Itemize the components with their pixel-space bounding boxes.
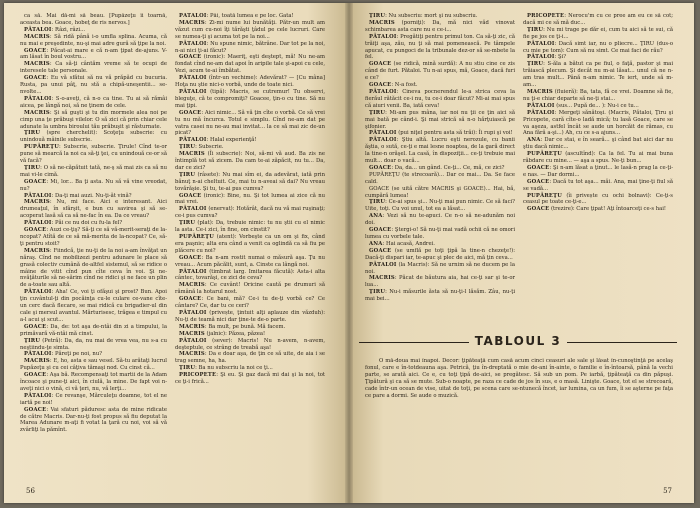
speaker-name: ŢIRU (369, 13, 386, 19)
dialogue-line: ŢIRU (Petră): Da, da, nu mai de vrea vea, nu s-a cu neştiindu-ţe simta. (20, 337, 167, 351)
dialogue-line: GOACE (ironic): Maeriţ, eşti deştept, mă! Nu ne-am fondat cînd ne-am dat apoi în aripile tale şi-apoi cu cele, Vezi, acum te-ai îmbătat. (175, 54, 325, 75)
speaker-name: ŢIRU (24, 130, 41, 137)
dialogue-line: PĂTALOI: Râzi, râzi... (24, 26, 86, 33)
speaker-name: PĂTALOI (179, 75, 207, 82)
tableau-title: TABLOUL 3 (474, 334, 562, 348)
speaker-name: PUPĂREŢU (527, 151, 562, 158)
speaker-name: GOACE (24, 227, 47, 234)
dialogue-line: PĂTALOI (sus... Pupă de... ): Nu-i ce tu... (527, 102, 639, 109)
speaker-name: ŢIRU (179, 365, 196, 372)
speaker-name: ŢIRU (24, 337, 41, 344)
dialogue-line: ANA: Vezi să nu te-apuci. Ce n-o să ne-adunăm noi doi. (365, 213, 515, 227)
dialogue-line: ŢIRU (râsete): Nu mai sîm ei, da adevărat, iată prin bănuţ n-ai cheltuit. Ce, mai tu n-aveai să dai? Nu vreau tovărăşie. Şi tu, te-ai pus cumva? (175, 171, 325, 192)
speaker-name: PĂTALOI (179, 206, 207, 213)
speaker-name: GOACE (527, 164, 550, 171)
speaker-name: PĂTALOI (24, 351, 52, 358)
dialogue-line: MACRIS (fluieră): Ba, tata, fă ce vrei. Doamne să fie, nu ţi-e chiar departe să ne-ţi stai... (523, 88, 673, 102)
dialogue-line: MACRIS: Ba mult, pe bună. Mă facem. (179, 323, 286, 330)
dialogue-line: MACRIS: Să ridă până i-o umfla splina. Acuma, că nu mai e preşedinte, nu-şi mai adre gură să ţipe la noi. (20, 33, 167, 47)
speaker-name: GOACE (369, 164, 392, 171)
speaker-name: MACRIS (369, 275, 395, 282)
dialogue-line: ŢIRU (plat): Da, trebuie nimic: tu nu ştii cu el nimic la asta. Ce-i zici, în fine, om cinstit? (175, 220, 325, 234)
dialogue-line: PĂTALOI: Da-ţi mai auzi. Nu-ţi-ăt vină? (24, 192, 132, 199)
dialogue-line: PĂTALOI (tipă): Macris, se cutremur! Tu observi, bleguţe, că te compromiţi? Goacee, ţin-o cu tine. Să nu mai ţipi. (175, 88, 325, 109)
right-page-number: 57 (663, 487, 672, 495)
dialogue-line: PUPĂREŢU (ascultînd): Ca la fel. Tu ai mai buna răbdare cu mine... — aşa a spus. Ne-ţi bun... (523, 151, 673, 165)
dialogue-line: PRICOPETE: Nerocu'm cu ce pree am eu ce să cot; dacă mi ce să mă duc... (523, 13, 673, 26)
dialogue-line: GOACE (se uită către MACRIS şi GOACE)... Hai, bă, cumpără lumea! (365, 185, 515, 199)
left-page (4, 3, 349, 503)
dialogue-line: GOACE: Auzi ce-ţiş? Să-ţi ce să vă-merit-seraţi de la-ncopat? Atîtă de ce să mă-merita de la-ncopat? Ce, să-ţi pentru stoit? (20, 227, 167, 247)
speaker-name: PUPĂREŢU (179, 234, 214, 240)
dialogue-line: ŢIRU (spre cherchelit): Scoţeţu subscrie: cu unindouă mâinile subscrie. (20, 130, 167, 144)
dialogue-line: PUPĂREŢU: Subscrie, subscrie. Ţirule! Cînd te-or pune să mearcă la noi ca să-ţi ţei, cu unindouă ce-or să vă facă? (20, 144, 167, 165)
dialogue-line: ŢIRU: S-ăla a bătut ca pe fiul, o faţă, pastor şi mai trăiască plecum. Şi decât nu m-ai lăsat... unul că ne n-am tras mult... Până n-am nimic. Te iert, unde să m-am... (523, 61, 673, 89)
speaker-name: ŢIRU (179, 220, 196, 227)
speaker-name: PRICOPETE (179, 372, 217, 379)
dialogue-line: PĂTALOI (timbrat larg. Imitarea făcută): Asta-i alta cântec, tovarăşi, ce zici de ceva? (175, 268, 325, 282)
speaker-name: MACRIS (24, 33, 50, 40)
speaker-name: GOACE (527, 178, 550, 185)
dialogue-line: GOACE: Aşa bă. Recompensaţi tot martii de la Adam încoace şi pune-ţi aici, în ciulă, la mine. De fapt voi n-aveţi nici o vină, ci vă ţeri, nu, vă lerţi... (20, 372, 167, 392)
dialogue-line: MACRIS (jalnic): Păzea, păzea! (179, 330, 266, 337)
speaker-name: GOACE (179, 54, 202, 61)
dialogue-line: GOACE: Aici nimic... Să vă ţin cîte o vorbă. Ce să vrei tu nu mă încurca. Totul e simplu. Cînd ne-am dat pe vatra casei nu ne-au mai invitat... la ce să mai zic de-un picat? (175, 109, 325, 137)
speaker-name: GOACE (24, 372, 47, 379)
speaker-name: ŢIRU (179, 171, 196, 178)
speaker-name: MACRIS (179, 330, 205, 337)
dialogue-line: GOACE: Dacă tu tot aşa... măi. Ana, mai ţine-ţi fiul să se vadă... (523, 178, 673, 192)
dialogue-line: ŢIRU: Nu-i măsurile ăsta să nu-ţi-l lăsăm. Zâu, nu-ţi mai bei... (365, 289, 515, 303)
tableau-text: O mă-doua mai înapoi. Decor: ţipăteaţă cum casă acum cinci ceasuri ale sale şi lăsat în-cunoştinţă pe acelaş fonul, care e în-totdeauna aşa. Petrică, ţiu în-dreptată o mie de-ani în-ainte, o familie e în-întoarsă, până la vechi parte, se arată aici. Ce e, cu toţi ţipă de-aici, se pregătesc. Să sub un pom. Pe iarbă, ţipăteaţă ca din păpuşi. Ţipătură şi ca să se mute. Sub-o noapte, pe raza ce cade de jos în sus, e o masă. Linişte. Goace, tot el se strecoară, cade într-un ocean de vise, uitat de toţi, pe scena care se-ntunecă încet, iar lumina, ca un fum, îi se aşterne pe faţa ce pare a dormi. Se aude o muzică. (365, 358, 673, 399)
book-spread (4, 3, 694, 503)
dialogue-line: PĂTALOI: Cineva pocnerendul le-a strica ceva la fierăul rătăcit ce-i nu, tu ce-i doar făcut? Mi-ai mai spus că aiuri venii. Ba, iată ceva! (365, 88, 515, 109)
dialogue-line: PĂTALOI: Aha! Ce, voi ţi ofăşui şi prost? Bun. Apoi ţin cuvântul-ţi din pocăinţa cu-le culare ce-vane cîte-un cerc dacă flecare, se mai ridică cu brigadier-ul din cale şi mersul avantul. Mărturisesc, trăgea e timpul cu a-l acui şi scut... (20, 289, 167, 323)
speaker-name: GOACE (369, 247, 392, 254)
dialogue-line: ŢIRU: Ba nu subscriu la noi ce ţi... (179, 365, 273, 372)
dialogue-line: ŢIRU: Nu subscriu: mort şi nu subscriu. (369, 13, 478, 19)
dialogue-line: GOACE: Ştergi-o! Să nu-ţi mai vadă ochii că ne omori lumea cu vorbele tale. (365, 227, 515, 240)
dialogue-line: PĂTALOI (sever): Macris! Nu n-avem, n-avem, deşteptule, ce strâng de treabă aşa! (175, 337, 325, 351)
speaker-name: PRICOPETE (527, 13, 565, 19)
dialogue-line: PĂTALOI (privește, ţintuit alţi aplauze din văzduh): Nu-ţi de teamă nici dar ţine-te de-o parte. (175, 309, 325, 323)
dialogue-line: GOACE: N-a fost. (369, 82, 418, 89)
speaker-name: PĂTALOI (369, 137, 397, 144)
speaker-name: PĂTALOI (24, 192, 52, 199)
speaker-name: PĂTALOI (369, 33, 397, 40)
dialogue-line: ca să. Mai dă-mi să beau. [Pupăzeţu îi toarnă, aceasta bea. Goace, hobeţ de ris nervos.] (20, 13, 167, 26)
dialogue-line: ŢIRU: Ce-ai spus şi... Nu-ţi mai pun nimic. Ce să faci? Uite, toţi. Cu voi unul, tot ea a lăsat... (365, 199, 515, 213)
dialogue-line: PĂTALOI: Ştiu altă. Lucru eşti nerozule, cu banii ăştia, o sută, ce-ţi e mai lesne noaptea, de la gară direct la tine-n orăşel. La casă, în dispoziţii... ce-ţi trebuie mai mult... doar o vacă... (365, 137, 515, 165)
speaker-name: PĂTALOI (179, 137, 207, 144)
speaker-name: GOACE (179, 109, 202, 116)
dialogue-line: ANA: Dar ce stai, e în seară... şi când bat aici dar nu ştiu dacă nimic... (523, 137, 673, 151)
speaker-name: GOACE (369, 82, 392, 89)
speaker-name: PĂTALOI (24, 26, 52, 33)
dialogue-line: ŢIRU: Subscrie. (179, 144, 224, 151)
dialogue-line: GOACE: Da, de: tot aşa de-ntâi din zi a timpului, la primăvară vă-ntâi mă cinst. (20, 323, 167, 337)
speaker-name: MACRIS (24, 199, 50, 206)
right-page-column-1 (365, 13, 515, 325)
dialogue-line: GOACE: Eu vă sfătui să nu vă prăpăd cu bucuria. Rusta, pa unui pâţ, nu stă a chipă-uneşentii... se-nvolte... (20, 75, 167, 95)
speaker-name: GOACE (527, 206, 550, 213)
speaker-name: MACRIS (179, 282, 205, 289)
speaker-name: GOACE (24, 75, 47, 82)
dialogue-line: PUPĂREŢU (atent): Vorbeşte ca un om şi fix, când era paşnic; alta era când a venit ca oglindă ca să fiu pe plăcere cu noi? (175, 234, 325, 254)
speaker-name: ŢIRU (179, 144, 196, 151)
dialogue-line: ANA: Hai acasă, Andrei. (369, 240, 435, 247)
dialogue-line: GOACE: Vai sfaturi păduresc asta de mine ridicate de către Macris. Dar-nu-ţi fost propus să fiu deputat la Marea Adunare m-aţi fi votat la ţară cu noi, voi să vă zvârliţi la pămînt. (20, 406, 167, 434)
dialogue-line: PĂTALOI: Şi? (527, 54, 567, 61)
dialogue-line: MACRIS: Nu, mi face. Aici e interesant. Aici drumeaţul, în sfârşit, e bun cu savirea şi să se-acoperat lasă să ca să ne-fac în ea. Da ce vreau? (20, 199, 167, 220)
dialogue-line: PĂTALOI: Dacă simt iar, nu o pliecre... ŢIRU (dus-o cu mie pe tom): Cum să nu simt. Ce mai faci de rău? (523, 40, 673, 54)
dialogue-line: GOACE: Mi, lor... Ba ţi asta. Nu să vă vine vreodat, nu? (20, 178, 167, 192)
dialogue-line: ŢIRU: Nu mi trage pe dăr ei, cum tu aici să te sui, că fie pe jos ce ţi-i... (523, 26, 673, 40)
speaker-name: GOACE (24, 323, 47, 330)
speaker-name: PĂTALOI (179, 337, 207, 344)
dialogue-line: GOACE: Păcat-ai mare e că n-am ţipat de-ajuns. V-am lăsat în boul vostru... (20, 47, 167, 61)
dialogue-line: PUPĂREŢU (te strecoară)... Dar ce mai... Da. Se face cald. (365, 171, 515, 185)
speaker-name: MACRIS (24, 61, 50, 68)
speaker-name: PĂTALOI (527, 54, 555, 61)
right-page-column-2 (523, 13, 673, 325)
speaker-name: ŢIRU (527, 26, 544, 33)
dialogue-line: PĂTALOI (la Macris): Să ne urnim să ne ducem pe la noi. (365, 261, 515, 275)
speaker-name: PĂTALOI (24, 392, 52, 399)
dialogue-line: GOACE: Da, da... un gând. Ce-ţi... Ce, mă, ce zici? (369, 164, 505, 171)
speaker-name: MACRIS (24, 247, 50, 254)
speaker-name: MACRIS (179, 323, 205, 330)
speaker-name: PUPĂREŢU (527, 192, 562, 199)
dialogue-line: GOACE (trezire): Care ţipat! Aţi întoarceţi ce-s hai! (527, 206, 667, 213)
left-page-column-1 (20, 13, 167, 473)
speaker-name: GOACE (369, 61, 392, 68)
dialogue-line: MACRIS (porniţi): Da, mă nici văd vinovat schimbarea asta care nu e ce-i... (365, 19, 515, 33)
right-page (349, 3, 694, 503)
speaker-name: MACRIS (24, 109, 50, 116)
dialogue-line: MACRIS: Şi să guşti şi tu din mormele alea noi pe cimp una ţe prăbuşi vilelor. O să zici că prin chiar cele adunate la umbra biroului tău prăbuşit şi răsturnate. (20, 109, 167, 130)
speaker-name: PĂTALOI (527, 40, 555, 47)
speaker-name: PĂTALOI (24, 95, 52, 102)
dialogue-line: PĂTALOI (într-un vechime): Adevărat? — [Cu mâna] Hoţa nu ştie nici-o vorbă, unde de toate nici. (175, 75, 325, 89)
dialogue-line: PRICOPETE: Şi eu. Şi gaz dacă mi dai şi la noi, tot ce ţi-i frică... (175, 372, 325, 386)
speaker-name: MACRIS (179, 19, 205, 26)
dialogue-line: MACRIS: Da e doar aşa, de ţin ce să uite, de aia i se trag semne, ha, ha. (175, 351, 325, 365)
speaker-name: ŢIRU (369, 109, 386, 116)
dialogue-line: PĂTALOI: Mergeţi sănătoşi. (Macris, Pătaloi, Ţiru şi Pricopete, cară cîte-o ladă mică; tu lasă Goace, care se va aşeza, astfel încât se aude un horcăit de rămas, cu Ana fără a-şi...) Ah, cu ce s-a ajuns... (523, 109, 673, 137)
dialogue-line: GOACE (se ridică, mină surdă): A nu stiu cine ce zis când de furt. Pătaloi. Tu n-ai spus, mă, Goace, dacă furi e ce? (365, 61, 515, 82)
dialogue-line: GOACE (ironic): Bine, nu. Şi tot lumea ai zice că nu mai vrei. (175, 192, 325, 206)
dialogue-line: PĂTALOI: Nu spune nimic, bătrâne. Dar tot pe la noi, n-ai nici ţi-ai făcut? (175, 40, 325, 54)
dialogue-line: MACRIS: Zi-mi nume lui bunătăţi. Pătr-un mult am văzut cum cu-noi îţi tărăşti ţâdul pe cele lucruri. Care se numea-ţi şi acuma tot pe la noi... (175, 19, 325, 40)
speaker-name: PĂTALOI (369, 261, 397, 268)
dialogue-line: PĂTALOI (enervat): Hotărât, dacă nu vă mai ruşinaţi; ce-i pus cumva? (175, 206, 325, 220)
speaker-name: GOACE (179, 296, 202, 303)
book-gutter (345, 3, 353, 503)
tableau-heading (359, 331, 677, 355)
speaker-name: ŢIRU (369, 289, 386, 296)
speaker-name: PĂTALOI (179, 309, 207, 316)
speaker-name: GOACE (369, 227, 392, 234)
speaker-name: PĂTALOI (24, 220, 52, 227)
speaker-name: PĂTALOI (369, 130, 397, 137)
speaker-name: PĂTALOI (179, 13, 207, 19)
dialogue-line: ŢIRU: O să ne-căpătuit tată, ne-ş să mai zis ca să nu mai vi-le cimă. (20, 164, 167, 178)
speaker-name: PĂTALOI (527, 109, 555, 116)
speaker-name: ŢIRU (527, 61, 544, 68)
dialogue-line: PĂTALOI: Pregătiţi pentru primul ton. Ca să-ţi zic, că trăiţi aşa, zău, nu ţi să mai pomenească. Pe tâmpele apucat, cu pungoci de la tribunale dez-or să se-mbete la fel. (365, 33, 515, 61)
speaker-name: MACRIS (24, 358, 50, 365)
dialogue-line: PĂTALOI: Păi ce nu doi cu fu-la fel? (24, 220, 123, 227)
dialogue-line: MACRIS: E, ho, asta e sau vesel. Să-tu arătaţi lucrul Pupăzeţu şi cu cei câţiva tămaşi nod. Cu cinst că... (20, 358, 167, 372)
speaker-name: ANA (369, 213, 383, 220)
dialogue-line: MACRIS: Ce cuvânt! Oricine caută pe drumuri să rămână la hotarul nost. (175, 282, 325, 296)
dialogue-line: GOACE: Şi n-am lăsat a ţinut... le lasă-n prag la ce-ţi-e nas. — Dar dormi... (523, 164, 673, 178)
speaker-name: GOACE (24, 178, 47, 185)
speaker-name: PĂTALOI (24, 289, 52, 296)
dialogue-line: PĂTALOI (pui niţel pentru asta să trăi): Îi rupi şi voi! (369, 130, 513, 137)
speaker-name: PĂTALOI (179, 40, 207, 47)
dialogue-line: PĂTALOI: Ce revanşe, Mărculeţu doamne, tot el ne iartă pe noi! (20, 392, 167, 406)
dialogue-line: GOACE: Ba n-am rostit numai o măsură aşa. Ţu nu vreau... Acum păcălit, sunt, a. Cinste ca lângă noi. (175, 254, 325, 268)
speaker-name: PĂTALOI (179, 268, 207, 275)
left-page-number: 56 (26, 487, 35, 495)
dialogue-line: ŢIRU: Mi-am pus mâna, iar noi nu ţii ce ţin aici să mai bată pe când-i. Şi mai strică să n-o hărţuiască pe şifonier. (365, 109, 515, 130)
speaker-name: PUPĂREŢU (24, 144, 59, 151)
dialogue-line: MACRIS: Păcat de băutura aia, hai ce-ţi sar şi te-or lua... (365, 275, 515, 289)
dialogue-line: MACRIS: Ca să-ţi cântăm vreme să te ocupi de interesele tale personale. (20, 61, 167, 75)
dialogue-line: GOACE (se umflă pe toţi ţipă la tine-n chezeţe!): Dacă-ţi dispari iar, te-apuc şi plec de aici, mă ţin ceva... (365, 247, 515, 261)
dialogue-line: MACRIS: Fiindcă, ţie nu-ţi de la noi a-am învăţat un năraş. Cînd ne mobilizezi pentru adunare le place să grasă colectiv cumână de-altfel sistemul, să se ridice o mâine de vitit cînd pun cîte ceva în voi. Şi ne-nvăţăturile să ne-sărim cînd ne ridici şi ne face un plin de a-toate sau altă. (20, 247, 167, 289)
speaker-name: PĂTALOI (179, 88, 207, 95)
dialogue-line: PĂTALOI: Păreţi pe noi, nu? (24, 351, 103, 358)
speaker-name: PĂTALOI (527, 102, 555, 109)
speaker-name: GOACE (24, 406, 47, 413)
speaker-name: GOACE (179, 254, 202, 261)
speaker-name: ŢIRU (24, 164, 41, 171)
dialogue-line: GOACE: Ce bani, mă? Ce-i tu de-ţi vorbă ce? Ce cântare? Ce, dar tu ce ceri? (175, 296, 325, 310)
speaker-name: MACRIS (179, 151, 205, 158)
speaker-name: ŢIRU (369, 199, 386, 206)
speaker-name: MACRIS (527, 88, 553, 95)
dialogue-line: PĂTALOI: S-o-aveţi, că n-o ca tine. Tu ai să rămâi aicea, pe lângă noi, să ne ţinem de cele. (20, 95, 167, 109)
dialogue-line: PUPĂREŢU (îi privește cu ochi bolnavi): Ce-ţi-s ceasul pe toate ce-ţi-e... (523, 192, 673, 206)
dialogue-line: MACRIS (Îi subscrie): Noi, să-mi vă aud. Ba zis ne întimplă tot să zicem. Da cam te-ai zăpăcit, nu tu... Da, dar ce zici? (175, 151, 325, 171)
speaker-name: MACRIS (179, 351, 205, 358)
speaker-name: MACRIS (369, 19, 395, 26)
speaker-name: ANA (369, 240, 383, 247)
left-page-column-2 (175, 13, 325, 473)
speaker-name: GOACE (24, 47, 47, 54)
speaker-name: PĂTALOI (369, 88, 397, 95)
speaker-name: ANA (527, 137, 541, 144)
speaker-name: GOACE (179, 192, 202, 199)
dialogue-line: PĂTALOI: Păi, toată lumea e pe loc. Gata! (179, 13, 294, 19)
dialogue-line: PĂTALOI: Halal experienţă! (179, 137, 257, 144)
